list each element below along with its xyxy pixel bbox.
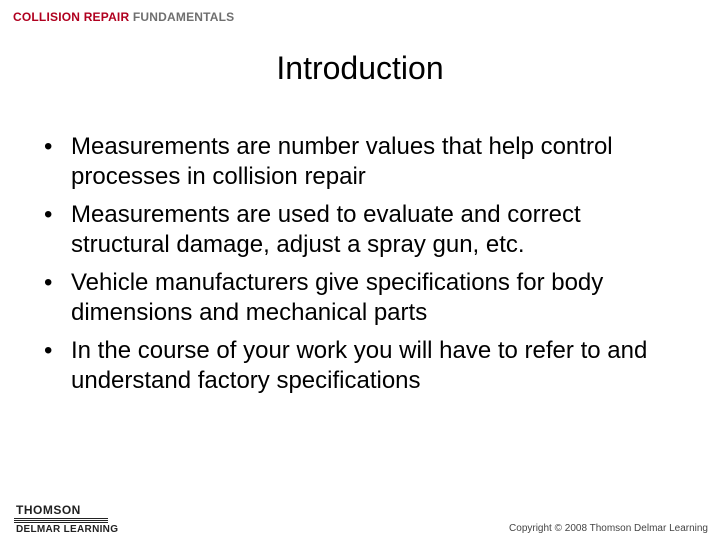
bullet-item xyxy=(44,200,684,260)
copyright-notice: Copyright © 2008 Thomson Delmar Learning xyxy=(509,523,708,534)
logo-stripes-icon xyxy=(14,518,108,523)
bullet-dot-icon: • xyxy=(44,201,53,228)
brand-word-collision: COLLISION xyxy=(13,10,81,24)
brand-header xyxy=(13,10,234,24)
bullet-item xyxy=(44,268,684,328)
bullet-text: Vehicle manufacturers give specifications for body dimensions and mechanical parts xyxy=(71,269,604,326)
slide-title: Introduction xyxy=(276,50,444,86)
bullet-dot-icon: • xyxy=(44,269,53,296)
bullet-list xyxy=(44,132,684,404)
bullet-text: Measurements are number values that help control processes in collision repair xyxy=(71,133,613,190)
bullet-item xyxy=(44,132,684,192)
brand-word-fundamentals: FUNDAMENTALS xyxy=(132,10,235,24)
publisher-logo xyxy=(14,503,119,535)
bullet-item xyxy=(44,336,684,396)
logo-word-delmar-learning: DELMAR LEARNING xyxy=(16,524,119,535)
bullet-dot-icon: • xyxy=(44,133,53,160)
logo-word-thomson: THOMSON xyxy=(16,503,81,517)
bullet-dot-icon: • xyxy=(44,337,53,364)
bullet-text: In the course of your work you will have to refer to and understand factory specifications xyxy=(71,337,648,394)
bullet-text: Measurements are used to evaluate and correct structural damage, adjust a spray gun, etc. xyxy=(71,201,581,258)
brand-word-repair: REPAIR xyxy=(83,10,130,24)
